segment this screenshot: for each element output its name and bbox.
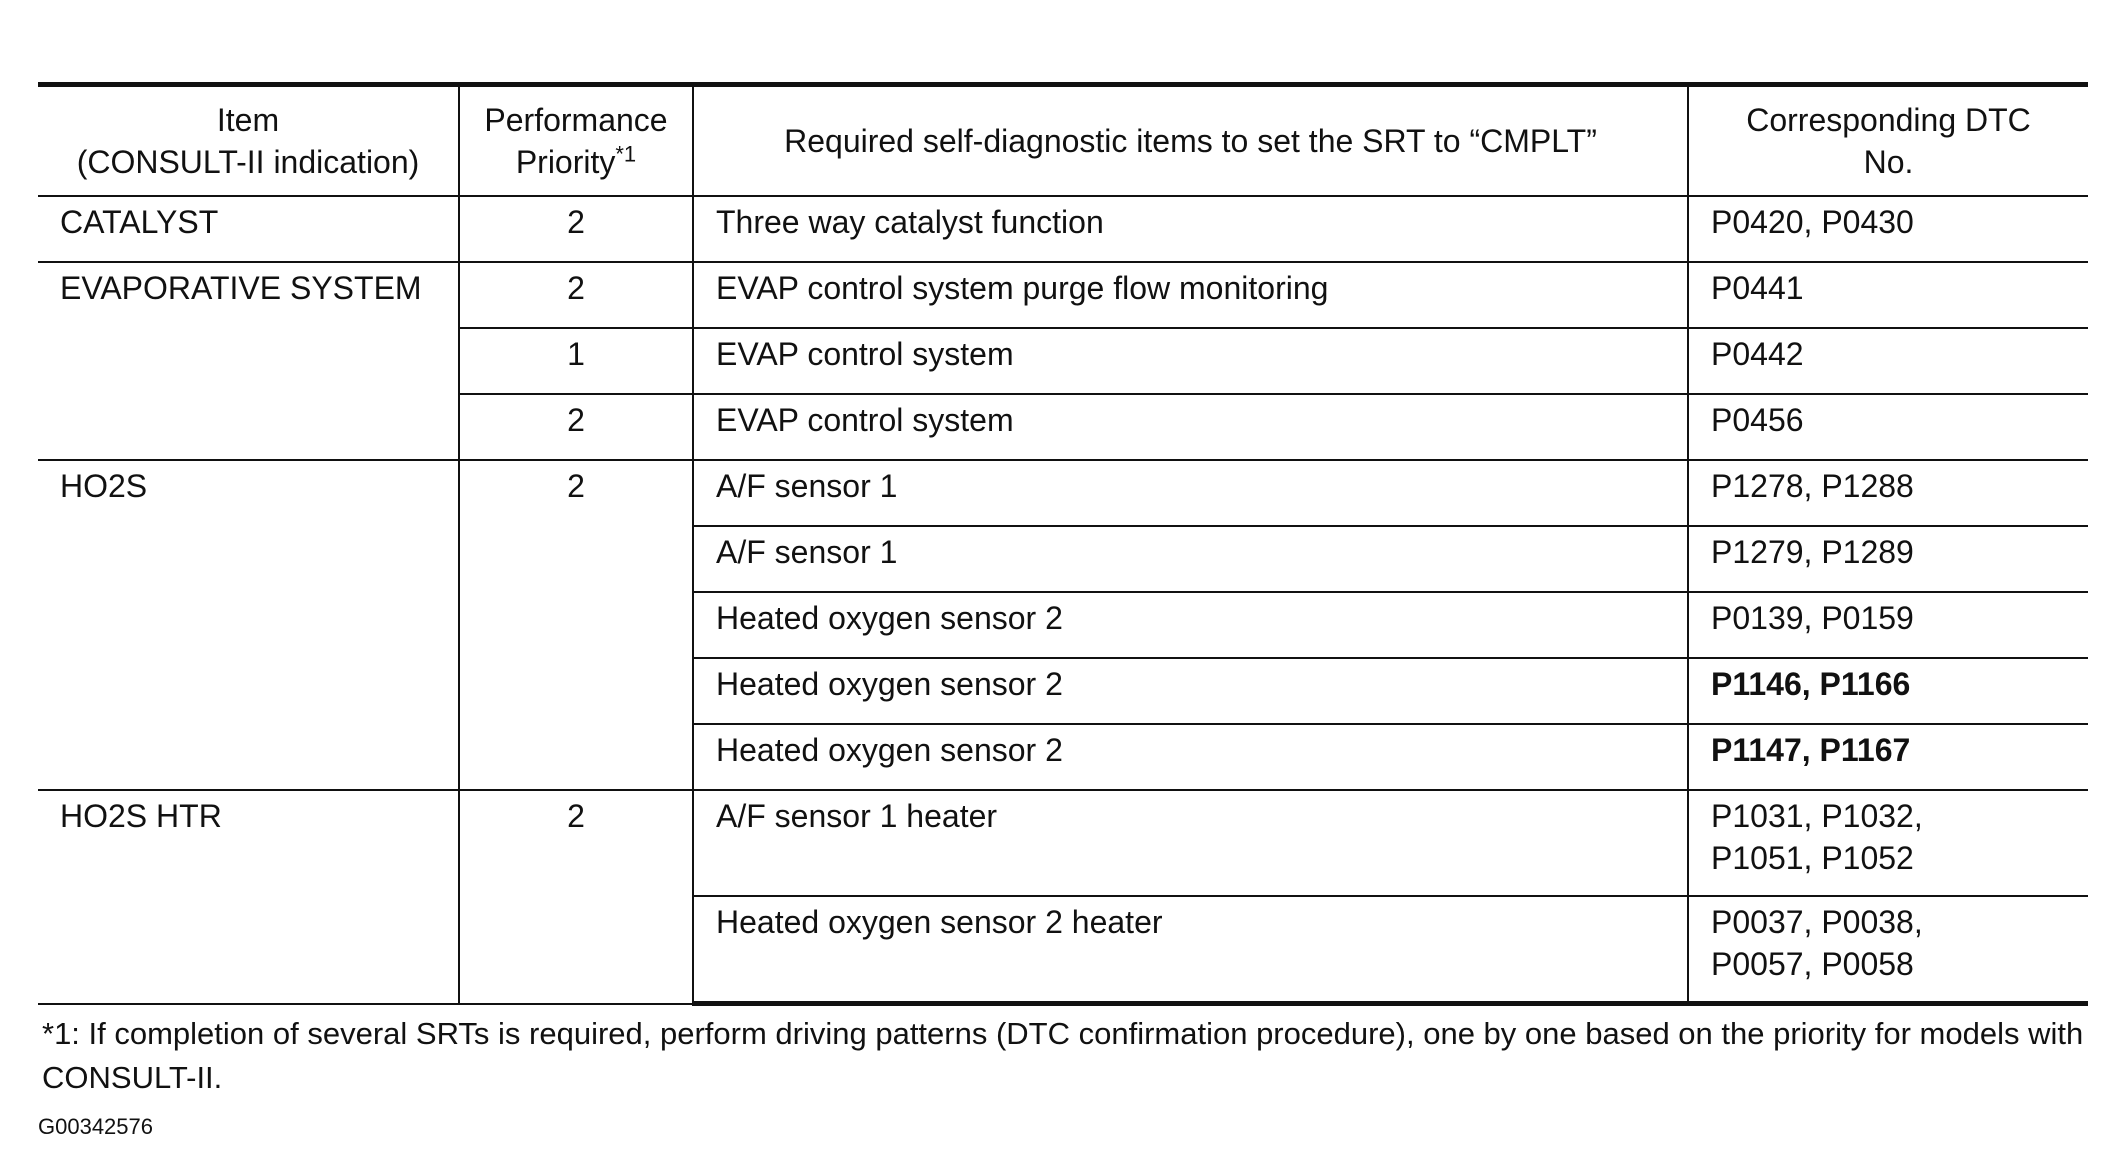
dtc-cell: P0442 (1688, 328, 2088, 394)
table-header-row (38, 85, 2088, 197)
table-row (38, 262, 2088, 328)
required-item-cell: Heated oxygen sensor 2 heater (693, 896, 1688, 1004)
required-item-cell: Heated oxygen sensor 2 (693, 658, 1688, 724)
required-item-cell: Three way catalyst function (693, 196, 1688, 262)
dtc-cell: P0037, P0038, P0057, P0058 (1688, 896, 2088, 1004)
dtc-cell: P1279, P1289 (1688, 526, 2088, 592)
header-priority-line2-wrap (470, 141, 682, 183)
document-sheet (38, 82, 2088, 1140)
required-item-cell: A/F sensor 1 heater (693, 790, 1688, 896)
required-item-cell: EVAP control system (693, 394, 1688, 460)
required-item-cell: Heated oxygen sensor 2 (693, 592, 1688, 658)
priority-cell: 2 (459, 196, 693, 262)
header-priority (459, 85, 693, 197)
header-priority-line1: Performance (484, 102, 668, 138)
header-item (38, 85, 459, 197)
required-item-cell: EVAP control system (693, 328, 1688, 394)
dtc-cell: P1031, P1032, P1051, P1052 (1688, 790, 2088, 896)
srt-priority-table (38, 82, 2088, 1006)
header-required-items: Required self-diagnostic items to set the SRT to “CMPLT” (693, 85, 1688, 197)
required-item-cell: A/F sensor 1 (693, 526, 1688, 592)
priority-cell: 2 (459, 790, 693, 1004)
priority-cell: 2 (459, 262, 693, 328)
header-dtc-line1: Corresponding DTC (1746, 102, 2031, 138)
header-priority-footnote-mark: *1 (615, 141, 637, 167)
table-row (38, 460, 2088, 526)
priority-cell: 2 (459, 394, 693, 460)
dtc-cell: P0139, P0159 (1688, 592, 2088, 658)
header-dtc (1688, 85, 2088, 197)
required-item-cell: Heated oxygen sensor 2 (693, 724, 1688, 790)
header-item-line1: Item (216, 102, 280, 138)
required-item-cell: A/F sensor 1 (693, 460, 1688, 526)
dtc-cell: P1278, P1288 (1688, 460, 2088, 526)
dtc-cell: P0420, P0430 (1688, 196, 2088, 262)
required-item-cell: EVAP control system purge flow monitoring (693, 262, 1688, 328)
figure-id: G00342576 (38, 1114, 153, 1139)
dtc-cell: P0456 (1688, 394, 2088, 460)
dtc-cell: P1146, P1166 (1688, 658, 2088, 724)
item-cell: CATALYST (38, 196, 459, 262)
table-row (38, 196, 2088, 262)
header-item-line2: (CONSULT-II indication) (76, 144, 420, 180)
header-dtc-line2: No. (1863, 144, 1914, 180)
table-row (38, 790, 2088, 896)
item-cell: EVAPORATIVE SYSTEM (38, 262, 459, 460)
priority-cell: 2 (459, 460, 693, 790)
item-cell: HO2S HTR (38, 790, 459, 1004)
dtc-cell: P1147, P1167 (1688, 724, 2088, 790)
dtc-cell: P0441 (1688, 262, 2088, 328)
priority-footnote: *1: If completion of several SRTs is required, perform driving patterns (DTC confirmation procedure), one by one based on the priority for models with CONSULT-II. (42, 1016, 2084, 1095)
item-cell: HO2S (38, 460, 459, 790)
header-priority-line2: Priority (515, 144, 616, 180)
priority-cell: 1 (459, 328, 693, 394)
